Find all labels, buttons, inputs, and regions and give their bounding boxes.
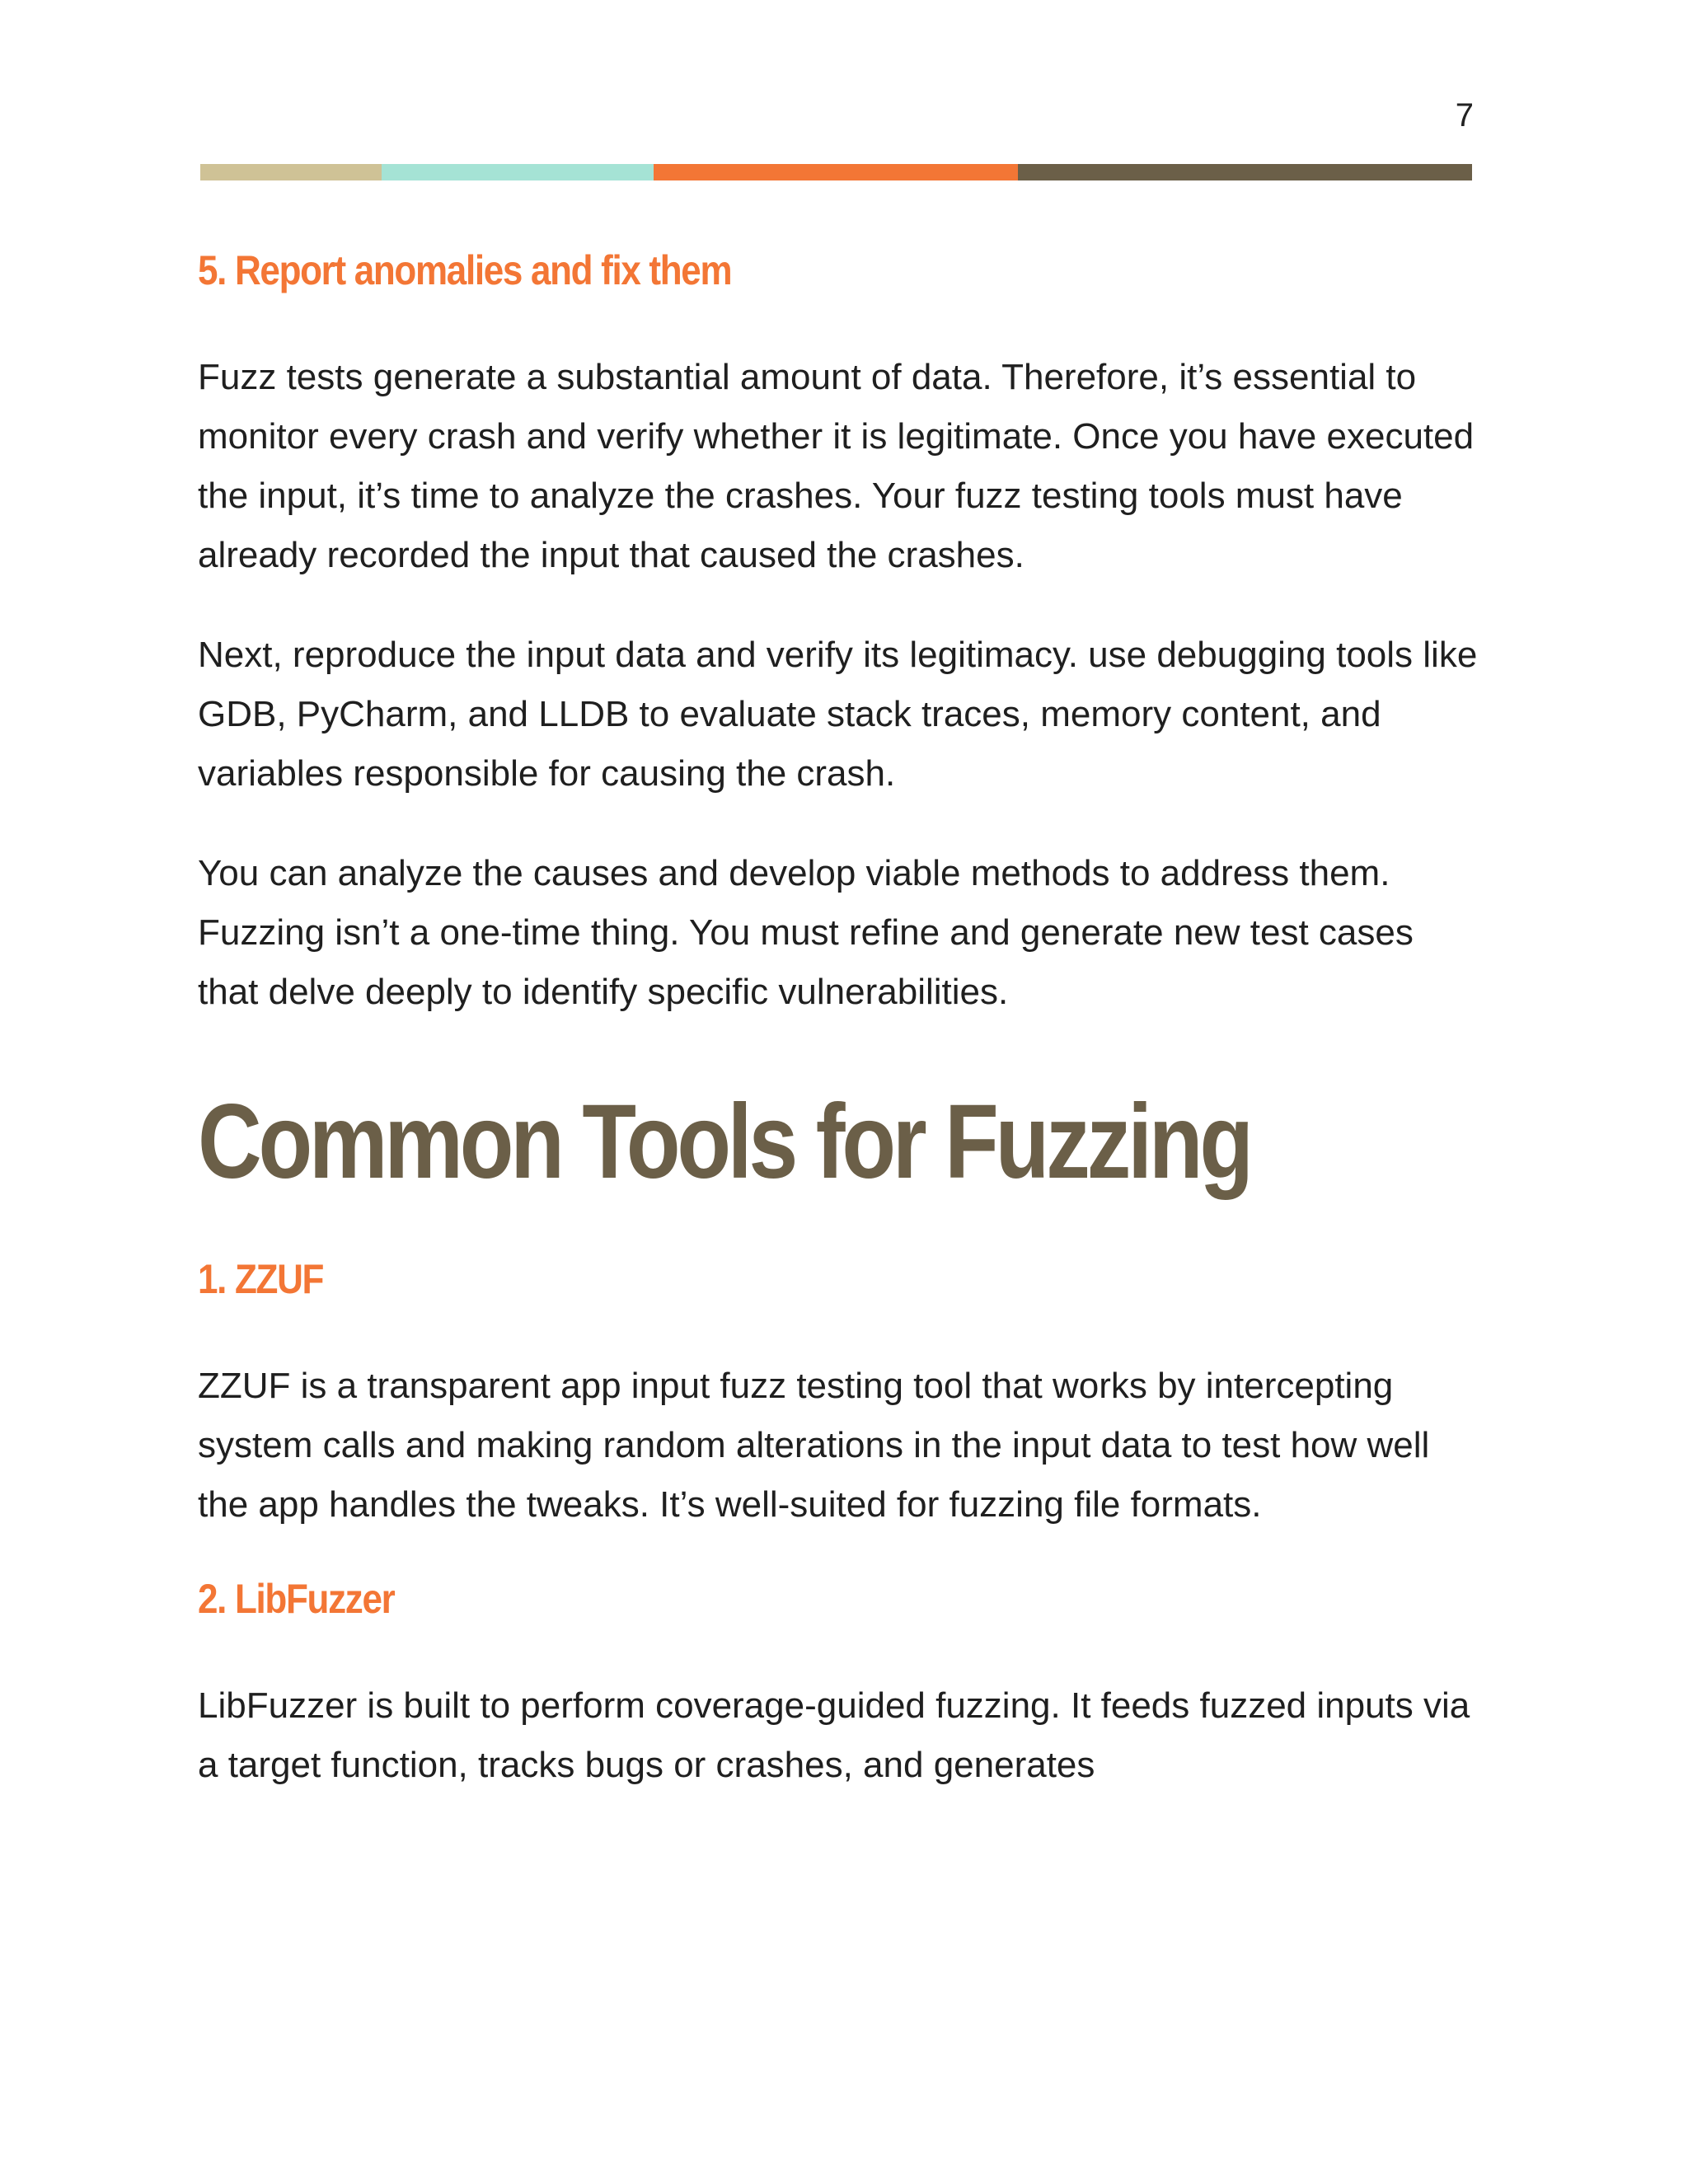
document-body [198, 241, 1484, 1795]
decorative-color-bar [200, 164, 1472, 180]
zzuf-paragraph: ZZUF is a transparent app input fuzz testing tool that works by intercepting system calls and making random alterations in the input data to test how well the app handles the tweaks. It’s well-suited for fuzzing file formats. [198, 1366, 1430, 1525]
tools-section-title: Common Tools for Fuzzing [198, 1083, 1250, 1201]
libfuzzer-heading: 2. LibFuzzer [198, 1576, 395, 1622]
step5-paragraph-2: Next, reproduce the input data and verify its legitimacy. use debugging tools like GDB, PyCharm, and LLDB to evaluate stack traces, memory content, and variables responsible for causing the crash. [198, 635, 1478, 794]
zzuf-heading: 1. ZZUF [198, 1256, 324, 1302]
color-bar-segment-orange [654, 164, 1018, 180]
step5-paragraph-1: Fuzz tests generate a substantial amount of data. Therefore, it’s essential to monitor every crash and verify whether it is legitimate. Once you have executed the input, it’s time to analyze the crashes. Your fuzz testing tools must have already recorded the input that caused the crashes. [198, 357, 1475, 575]
step5-heading: 5. Report anomalies and fix them [198, 247, 732, 293]
color-bar-segment-tan [200, 164, 382, 180]
page-number: 7 [1455, 97, 1474, 134]
step5-paragraph-3: You can analyze the causes and develop viable methods to address them. Fuzzing isn’t a one-time thing. You must refine and generate new test cases that delve deeply to identify specific vulnerabilities. [198, 853, 1414, 1012]
color-bar-segment-brown [1018, 164, 1472, 180]
libfuzzer-paragraph: LibFuzzer is built to perform coverage-guided fuzzing. It feeds fuzzed inputs via a target function, tracks bugs or crashes, and generates [198, 1685, 1470, 1785]
color-bar-segment-mint [382, 164, 654, 180]
